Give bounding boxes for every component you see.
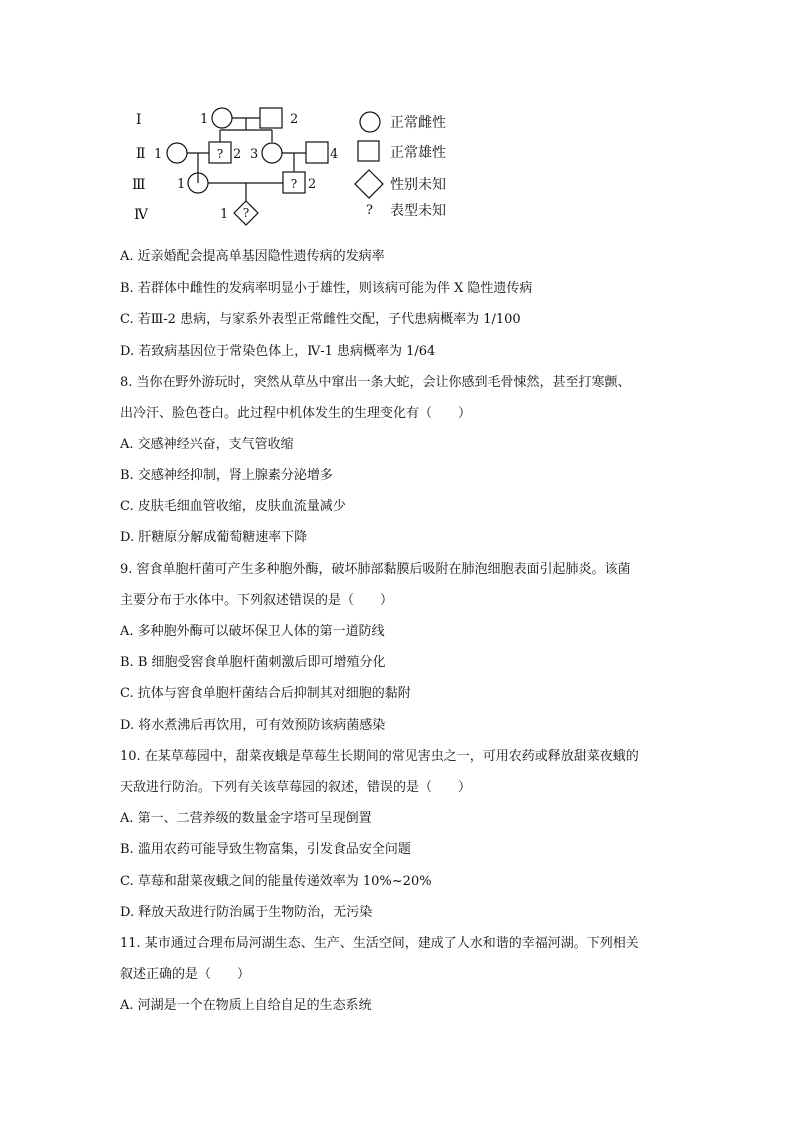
question-9-stem-line-2: 主要分布于水体中。下列叙述错误的是（ ） <box>120 593 394 608</box>
option-d-q10: D. 释放天敌进行防治属于生物防治，无污染 <box>120 905 373 920</box>
legend-phenotype-unknown: 表型未知 <box>390 203 446 219</box>
option-d-q7: D. 若致病基因位于常染色体上，Ⅳ-1 患病概率为 1/64 <box>120 344 436 359</box>
question-10-stem-line-2: 天敌进行防治。下列有关该草莓园的叙述，错误的是（ ） <box>120 780 472 795</box>
option-b-q8: B. 交感神经抑制，肾上腺素分泌增多 <box>120 468 333 483</box>
pedigree-male-I2 <box>260 108 282 128</box>
individual-label-III2: 2 <box>308 177 317 192</box>
option-c-q7: C. 若Ⅲ-2 患病，与家系外表型正常雌性交配，子代患病概率为 1/100 <box>120 312 521 327</box>
question-8-stem-line-1: 8. 当你在野外游玩时，突然从草丛中窜出一条大蛇，会让你感到毛骨悚然，甚至打寒颤、 <box>120 375 631 390</box>
generation-label-3: Ⅲ <box>132 177 146 193</box>
legend-normal-male: 正常雄性 <box>390 145 446 161</box>
generation-label-2: Ⅱ <box>136 146 146 162</box>
pedigree-female-II3 <box>262 143 282 163</box>
pedigree-female-II1 <box>167 143 187 163</box>
legend-sex-unknown: 性别未知 <box>390 177 446 193</box>
individual-label-I1: 1 <box>200 112 209 127</box>
pedigree-female-I1 <box>212 108 232 128</box>
option-a-q10: A. 第一、二营养级的数量金字塔可呈现倒置 <box>120 811 372 826</box>
option-d-q8: D. 肝糖原分解成葡萄糖速率下降 <box>120 530 308 545</box>
individual-label-III1: 1 <box>177 177 186 192</box>
unknown-mark-II2: ? <box>216 147 224 161</box>
question-10-stem-line-1: 10. 在某草莓园中，甜菜夜蛾是草莓生长期间的常见害虫之一，可用农药或释放甜菜夜蛾的 <box>120 749 639 764</box>
question-9-stem-line-1: 9. 窖食单胞杆菌可产生多种胞外酶，破坏肺部黏膜后吸附在肺泡细胞表面引起肺炎。该菌 <box>120 562 631 577</box>
legend-circle-icon <box>360 112 380 132</box>
individual-label-I2: 2 <box>290 112 299 127</box>
individual-label-II4: 4 <box>330 147 339 162</box>
legend-normal-female: 正常雌性 <box>390 115 446 131</box>
individual-label-IV1: 1 <box>220 207 229 222</box>
legend-question-mark: ? <box>366 203 373 218</box>
legend-square-icon <box>358 141 379 161</box>
option-a-q11: A. 河湖是一个在物质上自给自足的生态系统 <box>120 998 372 1013</box>
option-a-q9: A. 多种胞外酶可以破坏保卫人体的第一道防线 <box>120 624 385 639</box>
option-c-q8: C. 皮肤毛细血管收缩，皮肤血流量减少 <box>120 499 346 514</box>
option-b-q7: B. 若群体中雌性的发病率明显小于雄性，则该病可能为伴 X 隐性遗传病 <box>120 281 533 296</box>
individual-label-II3: 3 <box>250 147 259 162</box>
option-a-q7: A. 近亲婚配会提高单基因隐性遗传病的发病率 <box>120 249 385 264</box>
option-c-q9: C. 抗体与窖食单胞杆菌结合后抑制其对细胞的黏附 <box>120 686 411 701</box>
unknown-mark-III2: ? <box>290 177 298 191</box>
question-11-stem-line-1: 11. 某市通过合理布局河湖生态、生产、生活空间，建成了人水和谐的幸福河湖。下列相关 <box>120 936 639 951</box>
question-8-stem-line-2: 出冷汗、脸色苍白。此过程中机体发生的生理变化有（ ） <box>120 406 472 421</box>
option-d-q9: D. 将水煮沸后再饮用，可有效预防该病菌感染 <box>120 718 386 733</box>
option-c-q10: C. 草莓和甜菜夜蛾之间的能量传递效率为 10%~20% <box>120 874 432 889</box>
individual-label-II1: 1 <box>154 147 163 162</box>
unknown-mark-IV1: ? <box>242 206 250 220</box>
question-11-stem-line-2: 叙述正确的是（ ） <box>120 967 251 982</box>
legend-diamond-icon <box>355 170 383 198</box>
generation-label-4: Ⅳ <box>134 207 148 223</box>
individual-label-II2: 2 <box>233 147 242 162</box>
generation-label-1: Ⅰ <box>136 112 142 128</box>
pedigree-diagram <box>120 100 480 235</box>
pedigree-male-II4 <box>306 142 328 163</box>
option-b-q10: B. 滥用农药可能导致生物富集，引发食品安全问题 <box>120 842 411 857</box>
option-a-q8: A. 交感神经兴奋，支气管收缩 <box>120 437 294 452</box>
option-b-q9: B. B 细胞受窖食单胞杆菌刺激后即可增殖分化 <box>120 655 386 670</box>
